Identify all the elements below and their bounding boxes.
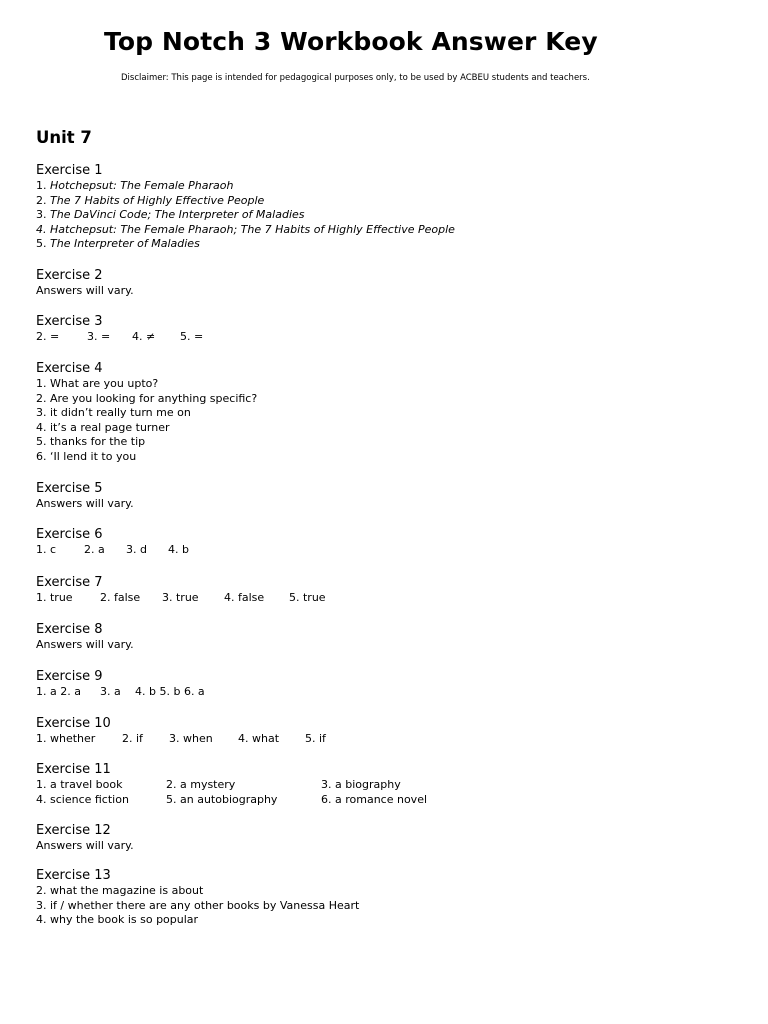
answer-line: 4. it’s a real page turner bbox=[36, 420, 170, 434]
answer-item: 4. b bbox=[168, 543, 189, 556]
exercise-10 bbox=[36, 716, 736, 747]
answer-line: 6. ‘Il lend it to you bbox=[36, 449, 137, 463]
answer-row bbox=[36, 778, 736, 793]
page-title: Top Notch 3 Workbook Answer Key bbox=[104, 27, 598, 56]
answer-line bbox=[36, 194, 736, 209]
answer-item: 5. = bbox=[180, 330, 204, 343]
answer-line: Answers will vary. bbox=[36, 284, 134, 297]
answer-item: 1. true bbox=[36, 591, 73, 604]
exercise-2 bbox=[36, 268, 736, 299]
answer-row bbox=[36, 591, 736, 606]
answer-text: The DaVinci Code; The Interpreter of Maladies bbox=[50, 208, 305, 222]
answer-item: 3. a bbox=[100, 685, 121, 698]
answer-item: 3. true bbox=[162, 591, 199, 604]
answer-item: 2. false bbox=[100, 591, 141, 604]
exercise-title: Exercise 10 bbox=[36, 716, 111, 731]
exercise-title: Exercise 5 bbox=[36, 481, 103, 496]
answer-item: 2. a bbox=[84, 543, 105, 556]
answer-number: 1. bbox=[36, 179, 47, 192]
answer-text: Hotchepsut: The Female Pharaoh bbox=[50, 179, 234, 192]
exercise-title: Exercise 9 bbox=[36, 669, 103, 684]
answer-line bbox=[36, 208, 736, 223]
answer-text: Hatchepsut: The Female Pharaoh; The 7 Habits of Highly Effective People bbox=[50, 222, 455, 236]
answer-item: 3. = bbox=[87, 330, 111, 343]
exercise-title: Exercise 8 bbox=[36, 622, 103, 637]
answer-line: 3. if / whether there are any other books by Vanessa Heart bbox=[36, 898, 360, 912]
answer-item: 2. if bbox=[122, 732, 143, 745]
answer-item: 3. a biography bbox=[321, 778, 401, 791]
answer-item: 6. a romance novel bbox=[321, 792, 428, 806]
answer-item: 3. when bbox=[169, 732, 213, 745]
exercise-title: Exercise 7 bbox=[36, 575, 103, 590]
answer-line: 3. it didn’t really turn me on bbox=[36, 406, 191, 420]
answer-line: 2. Are you looking for anything specific? bbox=[36, 391, 258, 405]
answer-text: The Interpreter of Maladies bbox=[50, 237, 200, 251]
answer-item: 2. = bbox=[36, 330, 60, 343]
exercise-3 bbox=[36, 314, 736, 345]
exercise-title: Exercise 4 bbox=[36, 361, 103, 376]
answer-item: 2. a mystery bbox=[166, 778, 236, 791]
answer-item: 4. science fiction bbox=[36, 792, 129, 806]
answer-line: 1. What are you upto? bbox=[36, 377, 159, 390]
answer-item: 4. what bbox=[238, 732, 280, 745]
answer-item: 1. whether bbox=[36, 732, 96, 745]
exercise-title: Exercise 1 bbox=[36, 163, 103, 178]
exercise-title: Exercise 11 bbox=[36, 762, 111, 777]
answer-row bbox=[36, 685, 736, 700]
unit-title: Unit 7 bbox=[36, 128, 92, 147]
exercise-4 bbox=[36, 361, 736, 465]
answer-item: 3. d bbox=[126, 543, 147, 556]
answer-number: 2. bbox=[36, 193, 47, 207]
answer-line bbox=[36, 223, 736, 238]
exercise-7 bbox=[36, 575, 736, 606]
exercise-5 bbox=[36, 481, 736, 512]
answer-text: The 7 Habits of Highly Effective People bbox=[50, 193, 265, 207]
exercise-11 bbox=[36, 762, 736, 807]
exercise-title: Exercise 3 bbox=[36, 314, 103, 329]
answer-line bbox=[36, 179, 736, 194]
disclaimer: Disclaimer: This page is intended for pedagogical purposes only, to be used by ACBEU students and teachers. bbox=[121, 73, 590, 83]
exercise-1 bbox=[36, 163, 736, 252]
exercise-9 bbox=[36, 669, 736, 700]
exercise-6 bbox=[36, 527, 736, 558]
answer-line: Answers will vary. bbox=[36, 638, 134, 651]
exercise-8 bbox=[36, 622, 736, 653]
answer-item: 1. a 2. a bbox=[36, 685, 81, 698]
answer-line: 4. why the book is so popular bbox=[36, 913, 199, 927]
answer-item: 5. an autobiography bbox=[166, 792, 278, 806]
answer-line: Answers will vary. bbox=[36, 497, 134, 510]
exercise-title: Exercise 12 bbox=[36, 823, 111, 838]
answer-row bbox=[36, 330, 736, 345]
answer-number: 4. bbox=[36, 222, 47, 236]
answer-item: 5. if bbox=[305, 732, 326, 745]
answer-row bbox=[36, 732, 736, 747]
exercise-title: Exercise 13 bbox=[36, 868, 111, 883]
answer-item: 1. c bbox=[36, 543, 57, 556]
exercise-13 bbox=[36, 868, 736, 928]
answer-line bbox=[36, 237, 736, 252]
answer-item: 4. b 5. b 6. a bbox=[135, 685, 205, 698]
answer-item: 1. a travel book bbox=[36, 778, 123, 791]
answer-row bbox=[36, 793, 736, 808]
exercise-12 bbox=[36, 823, 736, 854]
answer-item: 4. ≠ bbox=[132, 330, 156, 343]
answer-item: 4. false bbox=[224, 591, 265, 604]
answer-number: 5. bbox=[36, 237, 47, 251]
exercise-title: Exercise 2 bbox=[36, 268, 103, 283]
answer-line: Answers will vary. bbox=[36, 839, 134, 852]
answer-item: 5. true bbox=[289, 591, 326, 604]
answer-row bbox=[36, 543, 736, 558]
exercise-title: Exercise 6 bbox=[36, 527, 103, 542]
answer-line: 5. thanks for the tip bbox=[36, 435, 146, 449]
answer-number: 3. bbox=[36, 208, 47, 222]
answer-line: 2. what the magazine is about bbox=[36, 884, 204, 897]
